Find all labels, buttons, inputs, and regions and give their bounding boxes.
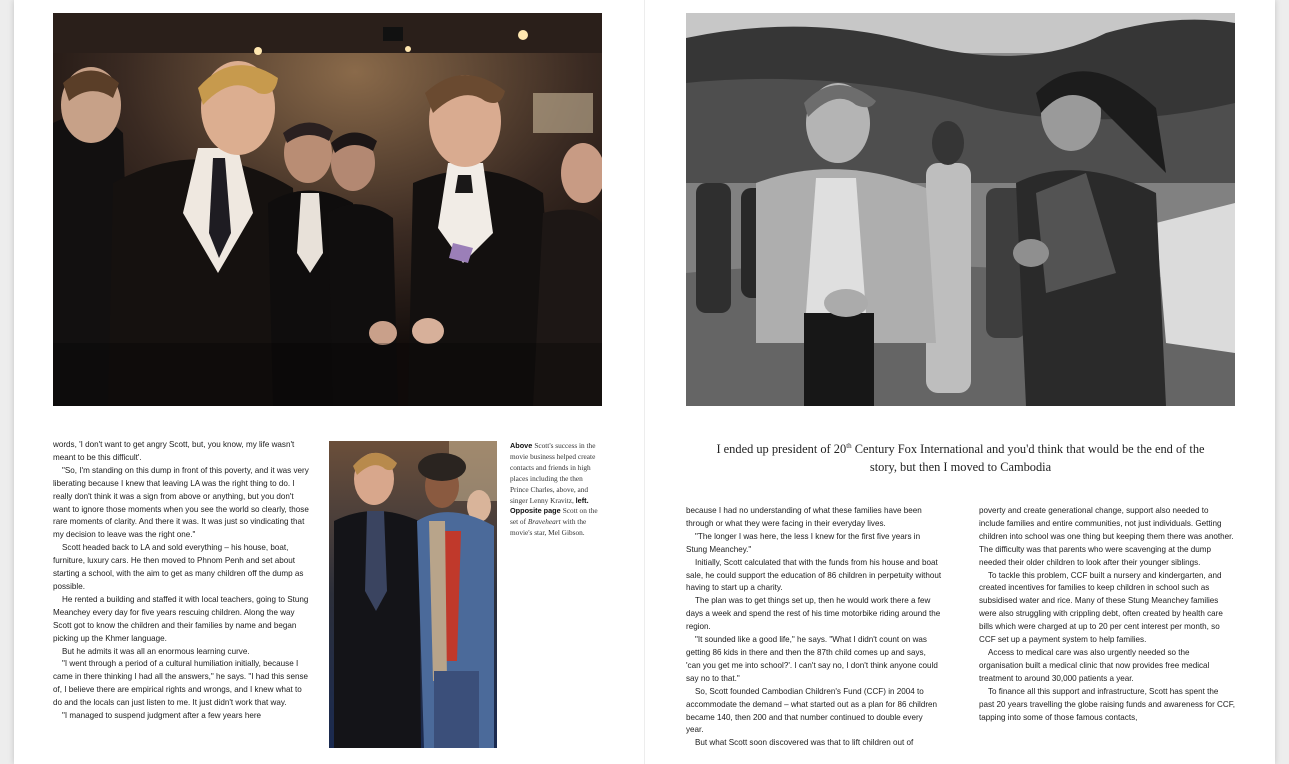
caption-film-title: Braveheart: [527, 517, 563, 527]
caption-opposite-text-2: with the movie's star, Mel Gibson.: [510, 517, 587, 538]
paragraph: He rented a building and staffed it with local teachers, going to Stung Meanchey every day for five years rescuing children. Along the way Scott got to know the children and their families by name and began picking up the Khmer language.: [53, 594, 309, 643]
paragraph: Access to medical care was also urgently needed so the organisation built a medical clinic that now provides free medical treatment to around 30,000 patients a year.: [979, 647, 1210, 683]
page-gutter: [644, 0, 645, 764]
magazine-spread: [14, 0, 1275, 764]
paragraph: poverty and create generational change, support also needed to include families and entire communities, not just individuals. Getting children into school was one thing but keeping them there was another. The difficulty was that parents who were scavenging at the dump needed their older children to look after their younger siblings.: [979, 506, 1234, 567]
kravitz-photo: [329, 441, 497, 748]
paragraph: To finance all this support and infrastructure, Scott has spent the past 20 years travelling the globe raising funds and awareness for CCF, tapping into some of those famous contacts,: [979, 686, 1235, 722]
gala-photo: [53, 13, 602, 406]
body-column-middle: [686, 505, 942, 753]
pull-quote-part-2: Century Fox International and you'd think that would be the end of the story, but then I moved to Cambodia: [851, 442, 1205, 474]
caption-left-label: left.: [575, 495, 589, 505]
paragraph: The plan was to get things set up, then he would work there a few days a week and spend the rest of his time motorbike riding around the region.: [686, 596, 941, 632]
caption-above-label: Above: [510, 441, 535, 450]
paragraph: To tackle this problem, CCF built a nursery and kindergarten, and created incentives for families to keep children in school such as subsidised water and rice. Many of these Stung Meanchey families were also struggling with crippling debt, often created by health care bills which were charged at up to 20 per cent interest per month, so CCF set up a payment system to help families.: [979, 570, 1223, 645]
paragraph: words, 'I don't want to get angry Scott, but, you know, my life wasn't meant to be this difficult'.: [53, 440, 295, 462]
paragraph: "It sounded like a good life," he says. "What I didn't count on was getting 86 kids in there and then the 87th child comes up and says, 'can you get me into school?'. I can't say no, I don't think anyone could say no to that.": [686, 635, 938, 683]
pull-quote: [702, 440, 1219, 476]
caption-opposite-text-1: Scott on the set of: [510, 506, 598, 527]
photo-caption: [510, 441, 602, 539]
pull-quote-part-1: I ended up president of 20: [716, 442, 847, 456]
paragraph: because I had no understanding of what these families have been through or what they were facing in their everyday lives.: [686, 506, 922, 528]
body-column-left: [53, 439, 309, 751]
caption-opposite-label: Opposite page: [510, 506, 563, 516]
paragraph: So, Scott founded Cambodian Children's Fund (CCF) in 2004 to accommodate the demand – what started out as a plan for 86 children became 140, then 200 and that number continued to double every year.: [686, 686, 938, 735]
paragraph: But what Scott soon discovered was that to lift children out of: [695, 738, 914, 748]
caption-above-text: Scott's success in the movie business helped create contacts and friends in high places including the then Prince Charles, above, and singer Lenny Kravitz,: [510, 441, 596, 505]
paragraph: But he admits it was all an enormous learning curve.: [62, 646, 250, 656]
paragraph: "I managed to suspend judgment after a few years here: [62, 711, 262, 721]
body-column-right: [979, 505, 1235, 753]
paragraph: Scott headed back to LA and sold everything – his house, boat, furniture, luxury cars. He then moved to Phnom Penh and set about starting a school, with the aim to get as many children off the dump as possible.: [53, 543, 304, 591]
paragraph: "So, I'm standing on this dump in front of this poverty, and it was very liberating because I knew that leaving LA was the right thing to do. I really don't think it was a sign from above or anything, but you don't want to ignore those moments when you see the world so clearly, those rare moments of clarity. And there it was. It was just so vindicating that my decision to leave was the right one.": [53, 465, 309, 540]
paragraph: Initially, Scott calculated that with the funds from his house and boat sale, he could support the education of 86 children in perpetuity without having to start up a charity.: [686, 557, 942, 593]
pull-quote-superscript: th: [846, 441, 852, 450]
braveheart-set-photo: [686, 13, 1235, 406]
paragraph: "I went through a period of a cultural humiliation initially, because I came in there thinking I had all the answers," he says. "I had this sense of, I believe there are empirical rights and wrongs, and I knew what to do and the locals can just listen to me. It just didn't work that way.: [53, 659, 308, 708]
paragraph: "The longer I was here, the less I knew for the first five years in Stung Meanchey.": [686, 531, 921, 554]
